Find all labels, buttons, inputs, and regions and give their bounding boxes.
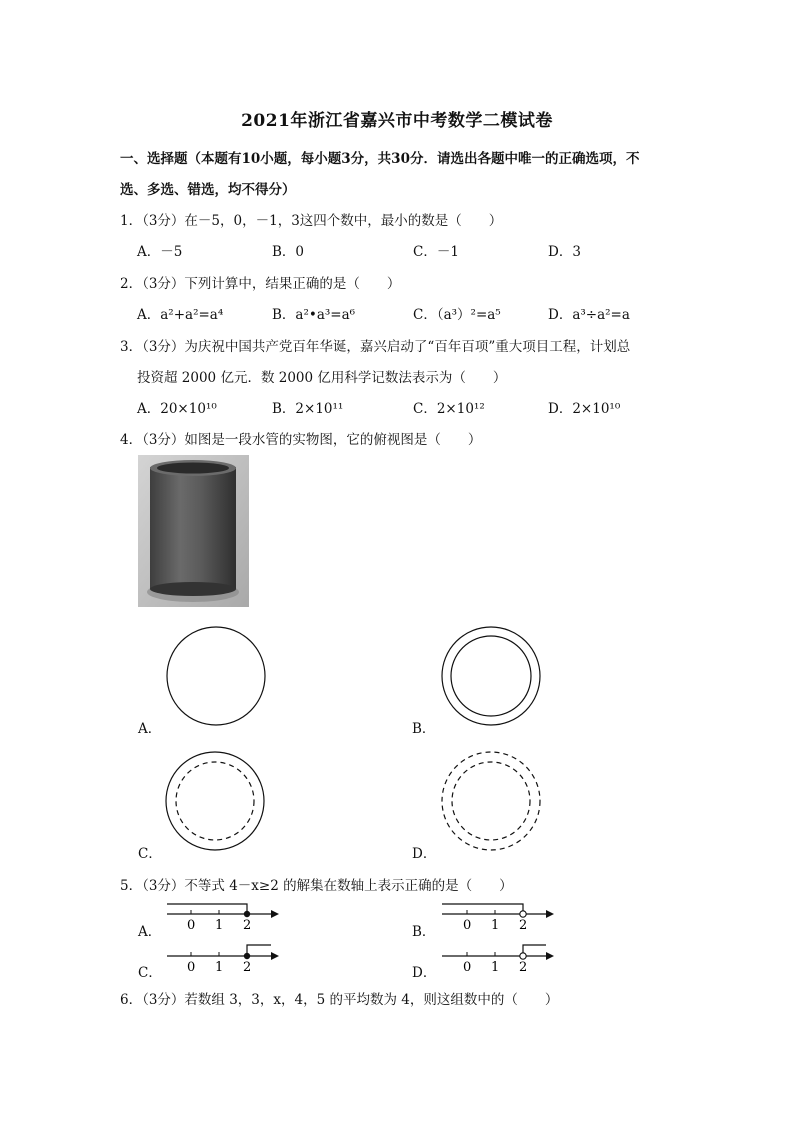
q5-c-tick-2: 2: [243, 960, 252, 975]
question-1-stem: 1．（3分）在－5，0，－1，3这四个数中，最小的数是（ ）: [120, 213, 503, 229]
q5-a-tick-0: 0: [187, 918, 196, 933]
q2-option-b[interactable]: B．a²•a³=a⁶: [272, 307, 356, 323]
q5-option-d[interactable]: D．: [412, 965, 437, 981]
q5-c-tick-1: 1: [215, 960, 224, 975]
q5-option-b-number-line: [440, 897, 560, 933]
q2-option-d[interactable]: D．a³÷a²=a: [548, 307, 630, 323]
q3-option-c[interactable]: C．2×10¹²: [413, 401, 485, 417]
q4-option-b[interactable]: B．: [412, 721, 436, 737]
q4-option-d[interactable]: D．: [412, 846, 437, 862]
q5-option-a-number-line: [165, 897, 285, 933]
question-3-stem-line1: 3．（3分）为庆祝中国共产党百年华诞，嘉兴启动了“百年百项”重大项目工程，计划总: [120, 339, 631, 355]
page-title: 2021年浙江省嘉兴市中考数学二模试卷: [241, 111, 553, 131]
q4-option-d-figure: [440, 751, 544, 851]
q3-option-a[interactable]: A．20×10¹⁰: [137, 401, 217, 417]
q1-option-d[interactable]: D．3: [548, 244, 581, 260]
q3-option-d[interactable]: D．2×10¹⁰: [548, 401, 621, 417]
q5-option-c[interactable]: C．: [138, 965, 162, 981]
q5-a-tick-1: 1: [215, 918, 224, 933]
q5-b-tick-1: 1: [491, 918, 500, 933]
pipe-photo: [138, 455, 249, 607]
q5-option-d-number-line: [440, 937, 560, 973]
q5-option-b[interactable]: B．: [412, 924, 436, 940]
question-4-stem: 4．（3分）如图是一段水管的实物图，它的俯视图是（ ）: [120, 432, 482, 448]
q5-c-tick-0: 0: [187, 960, 196, 975]
q5-b-tick-2: 2: [519, 918, 528, 933]
q4-option-b-figure: [440, 626, 544, 726]
q1-option-c[interactable]: C．－1: [413, 244, 459, 260]
q5-a-tick-2: 2: [243, 918, 252, 933]
q3-option-b[interactable]: B．2×10¹¹: [272, 401, 344, 417]
q5-d-tick-1: 1: [491, 960, 500, 975]
q5-option-a[interactable]: A．: [138, 924, 162, 940]
q1-option-b[interactable]: B．0: [272, 244, 305, 260]
q5-option-c-number-line: [165, 937, 285, 973]
question-2-stem: 2．（3分）下列计算中，结果正确的是（ ）: [120, 276, 401, 292]
q2-option-c[interactable]: C．（a³）²=a⁵: [413, 307, 501, 323]
section-heading-line2: 选、多选、错选，均不得分）: [120, 182, 296, 198]
q4-option-c-figure: [164, 751, 268, 851]
question-5-stem: 5．（3分）不等式 4－x≥2 的解集在数轴上表示正确的是（ ）: [120, 878, 513, 894]
q5-d-tick-0: 0: [463, 960, 472, 975]
q1-option-a[interactable]: A．－5: [137, 244, 183, 260]
q4-option-c[interactable]: C．: [138, 846, 162, 862]
question-6-stem: 6．（3分）若数组 3，3，x，4，5 的平均数为 4，则这组数中的（ ）: [120, 992, 559, 1008]
section-heading-line1: 一、选择题（本题有10小题，每小题3分，共30分．请选出各题中唯一的正确选项，不: [120, 151, 640, 167]
q5-d-tick-2: 2: [519, 960, 528, 975]
q5-b-tick-0: 0: [463, 918, 472, 933]
q2-option-a[interactable]: A．a²+a²=a⁴: [137, 307, 224, 323]
q4-option-a-figure: [165, 627, 269, 727]
q4-option-a[interactable]: A．: [138, 721, 162, 737]
question-3-stem-line2: 投资超 2000 亿元．数 2000 亿用科学记数法表示为（ ）: [137, 370, 507, 386]
